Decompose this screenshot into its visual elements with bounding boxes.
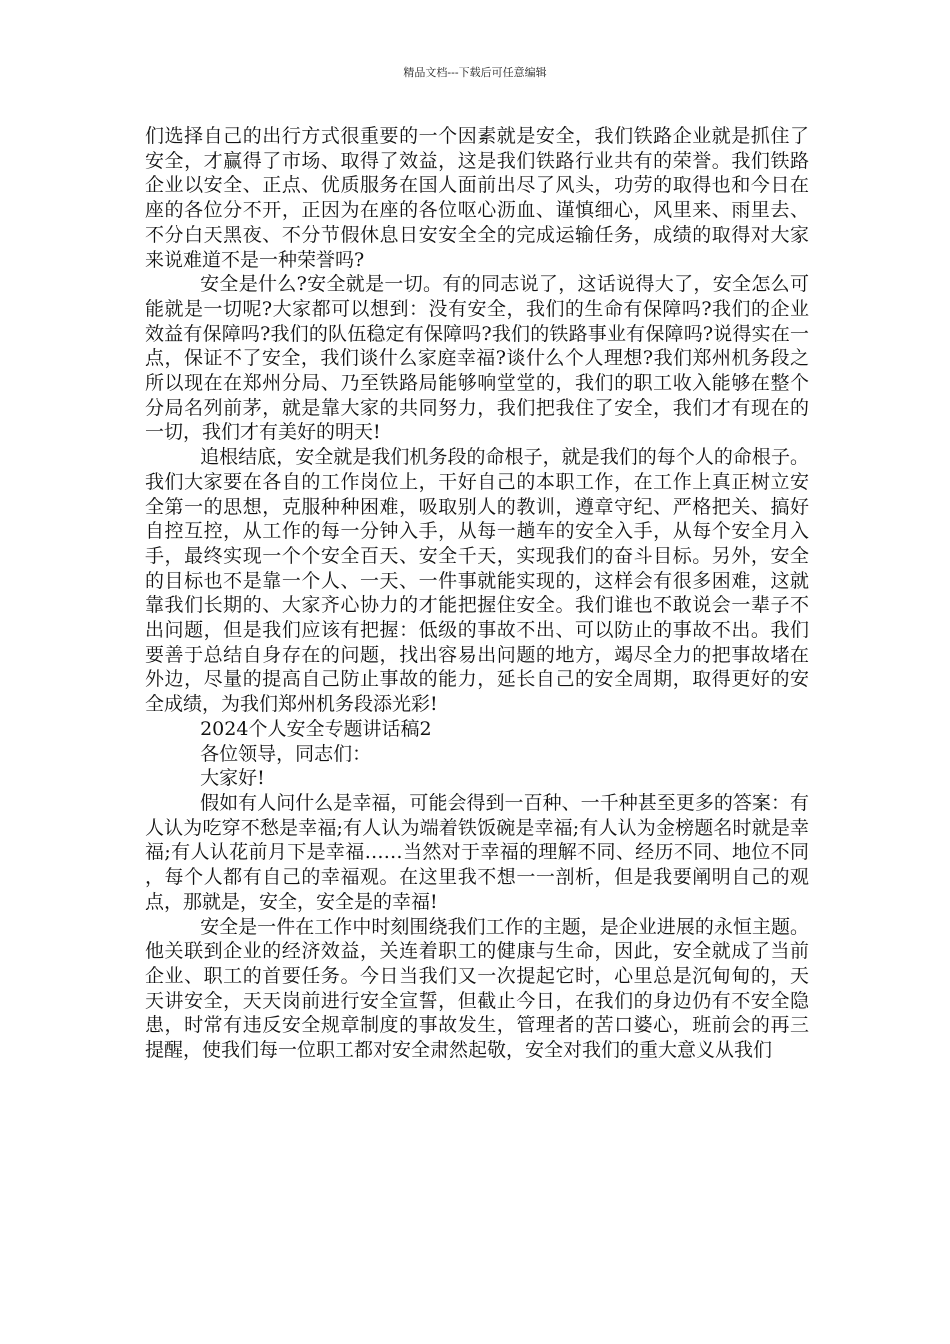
- page-header: 精品文档---下载后可任意编辑: [403, 66, 547, 79]
- paragraph-4: 假如有人问什么是幸福，可能会得到一百种、一千种甚至更多的答案：有人认为吃穿不愁是幸福;有人认为端着铁饭碗是幸福;有人认为金榜题名时就是幸福;有人认花前月下是幸福……当然对于幸福的理解不同、经历不同、地位不同，每个人都有自己的幸福观。在这里我不想一一剖析，但是我要阐明自己的观点，那就是，安全，安全是的幸福!: [145, 791, 809, 913]
- section-title: 2024个人安全专题讲话稿2: [200, 717, 432, 740]
- salutation: 各位领导，同志们：: [200, 742, 372, 765]
- paragraph-2: 安全是什么?安全就是一切。有的同志说了，这话说得大了，安全怎么可能就是一切呢?大家都可以想到：没有安全，我们的生命有保障吗?我们的企业效益有保障吗?我们的队伍稳定有保障吗?我们的铁路事业有保障吗?说得实在一点，保证不了安全，我们谈什么家庭幸福?谈什么个人理想?我们郑州机务段之所以现在在郑州分局、乃至铁路局能够响堂堂的，我们的职工收入能够在整个分局名列前茅，就是靠大家的共同努力，我们把我住了安全，我们才有现在的一切，我们才有美好的明天!: [145, 273, 809, 444]
- paragraph-5: 安全是一件在工作中时刻围绕我们工作的主题，是企业进展的永恒主题。他关联到企业的经济效益，关连着职工的健康与生命，因此，安全就成了当前企业、职工的首要任务。今日当我们又一次提起它时，心里总是沉甸甸的，天天讲安全，天天岗前进行安全宣誓，但截止今日，在我们的身边仍有不安全隐患，时常有违反安全规章制度的事故发生，管理者的苦口婆心，班前会的再三提醒，使我们每一位职工都对安全肃然起敬，安全对我们的重大意义从我们: [145, 915, 809, 1062]
- paragraph-1: 们选择自己的出行方式很重要的一个因素就是安全，我们铁路企业就是抓住了安全，才赢得了市场、取得了效益，这是我们铁路行业共有的荣誉。我们铁路企业以安全、正点、优质服务在国人面前出尽了风头，功劳的取得也和今日在座的各位分不开，正因为在座的各位呕心沥血、谨慎细心，风里来、雨里去、不分白天黑夜、不分节假休息日安安全全的完成运输任务，成绩的取得对大家来说难道不是一种荣誉吗?: [145, 125, 809, 271]
- paragraph-3: 追根结底，安全就是我们机务段的命根子，就是我们的每个人的命根子。我们大家要在各自的工作岗位上，干好自己的本职工作，在工作上真正树立安全第一的思想，克服种种困难，吸取别人的教训，遵章守纪、严格把关、搞好自控互控，从工作的每一分钟入手，从每一趟车的安全入手，从每个安全月入手，最终实现一个个安全百天、安全千天，实现我们的奋斗目标。另外，安全的目标也不是靠一个人、一天、一件事就能实现的，这样会有很多困难，这就靠我们长期的、大家齐心协力的才能把握住安全。我们谁也不敢说会一辈子不出问题，但是我们应该有把握：低级的事故不出、可以防止的事故不出。我们要善于总结自身存在的问题，找出容易出问题的地方，竭尽全力的把事故堵在外边，尽量的提高自己防止事故的能力，延长自己的安全周期，取得更好的安全成绩，为我们郑州机务段添光彩!: [145, 446, 809, 716]
- greeting: 大家好!: [200, 767, 265, 790]
- document-body: [145, 124, 809, 1063]
